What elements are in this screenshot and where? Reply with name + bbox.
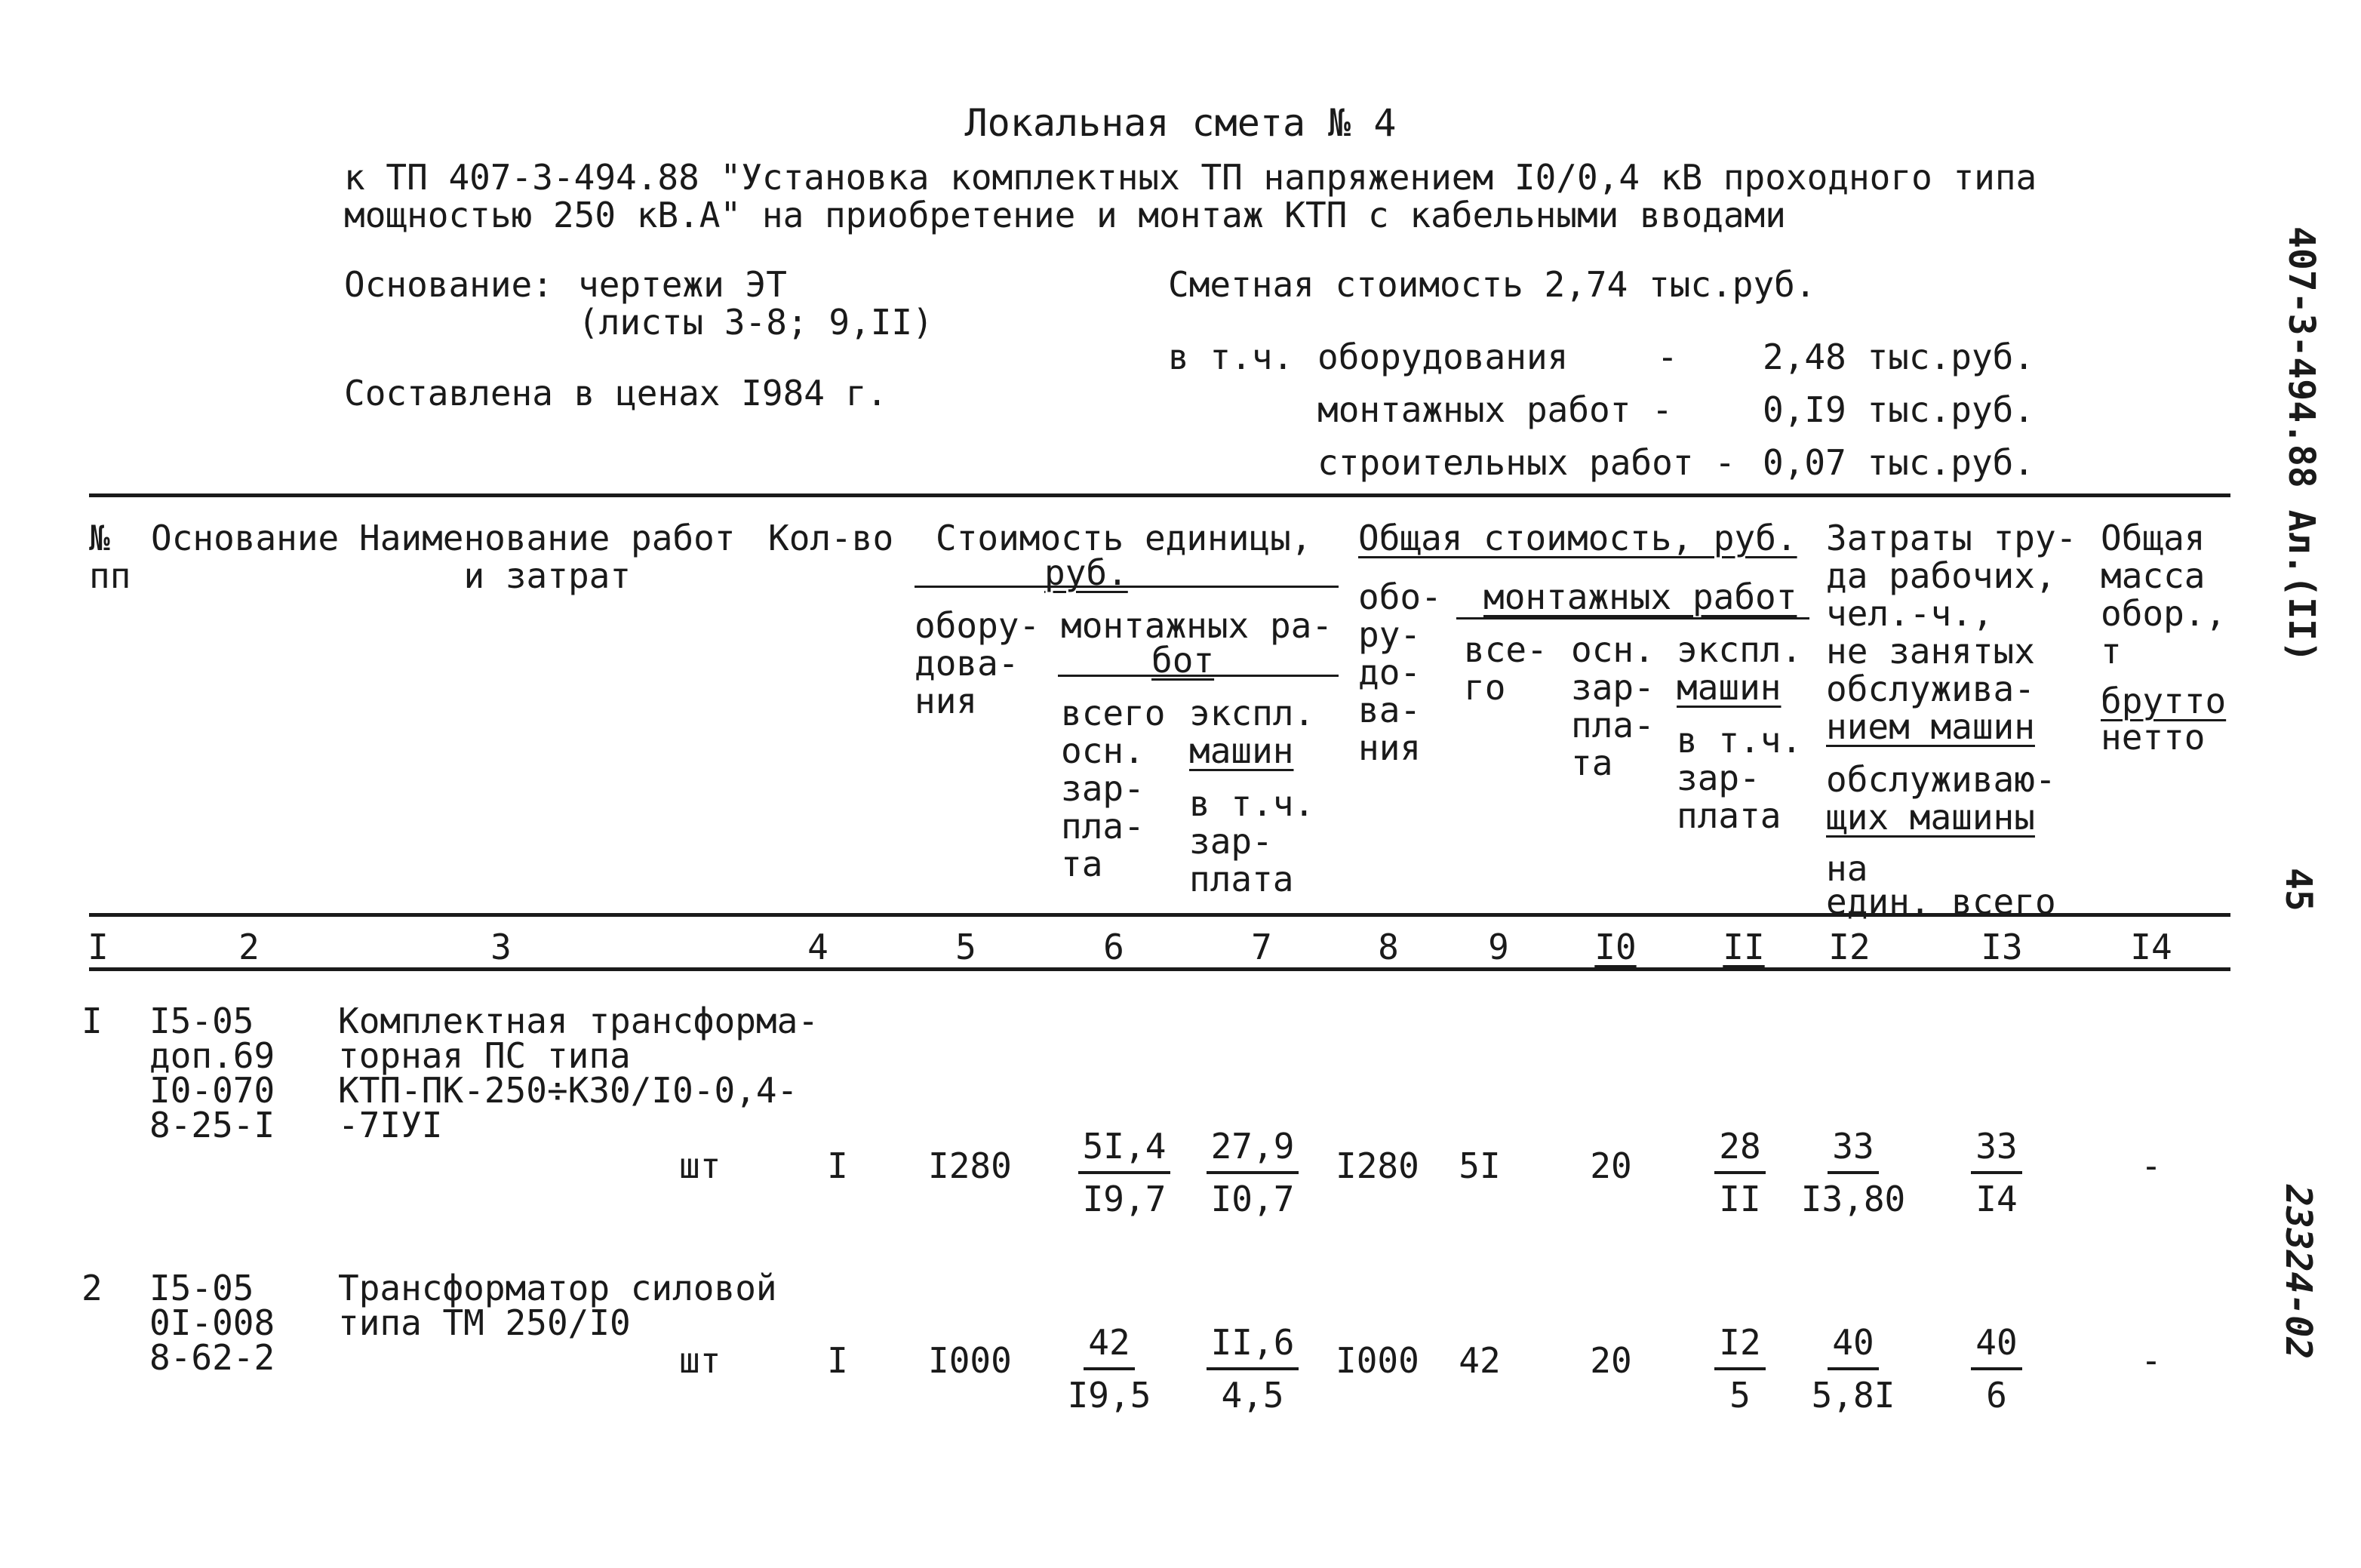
- row1-col13-bottom: I4: [1975, 1179, 2018, 1219]
- header-mass-brutto: брутто: [2101, 681, 2227, 721]
- col-number-7: 7: [1251, 927, 1272, 967]
- row1-col7-fraction: [1200, 1126, 1305, 1219]
- header-equip: обору- дова- ния: [915, 605, 1041, 721]
- header-name: Наименование работ и затрат: [359, 518, 736, 596]
- row1-col7-bottom: I0,7: [1210, 1179, 1295, 1219]
- header-unit-cost: Стоимость единицы,: [936, 518, 1312, 558]
- header-unit-cost-rub: руб.: [1044, 552, 1128, 593]
- header-labor-3: обслуживаю-: [1826, 759, 2056, 800]
- row2-col12-top: 40: [1828, 1325, 1878, 1370]
- row2-col9: 42: [1459, 1340, 1501, 1381]
- header-labor-2: нием машин: [1826, 706, 2035, 747]
- row1-col6-top: 5I,4: [1078, 1129, 1171, 1174]
- row2-col12-bottom: 5,8I: [1811, 1375, 1895, 1416]
- cost-equipment-value: 2,48 тыс.руб.: [1763, 337, 2035, 377]
- row2-col11-top: I2: [1714, 1325, 1765, 1370]
- col-number-8: 8: [1378, 927, 1399, 967]
- row1-col13-fraction: [1966, 1126, 2027, 1219]
- row1-col12-top: 33: [1828, 1129, 1878, 1174]
- row2-col7-top: II,6: [1207, 1325, 1299, 1370]
- prices-note: Составлена в ценах I984 г.: [344, 373, 888, 414]
- header-mount-bot: бот: [1151, 640, 1215, 681]
- table-top-rule: [89, 493, 2230, 497]
- row2-col13-top: 40: [1971, 1325, 2021, 1370]
- header-no: № пп: [89, 518, 131, 596]
- row2-col11-fraction: [1710, 1322, 1770, 1416]
- cost-equipment-dash: -: [1657, 337, 1678, 377]
- header-mount-works: монтажных работ: [1483, 576, 1797, 617]
- header-labor: Затраты тру- да рабочих, чел.-ч., не занятых обслужива-: [1826, 518, 2077, 709]
- row1-col9: 5I: [1459, 1145, 1501, 1186]
- row2-col10: 20: [1590, 1340, 1632, 1381]
- header-osn: осн. зар- пла- та: [1571, 629, 1655, 783]
- row2-col13-bottom: 6: [1986, 1375, 2007, 1416]
- row2-qty: I: [827, 1340, 848, 1381]
- row1-col10: 20: [1590, 1145, 1632, 1186]
- header-vse: все- го: [1464, 629, 1548, 708]
- row1-basis: I5-05 доп.69 I0-070 8-25-I: [149, 1001, 275, 1145]
- row2-col8: I000: [1336, 1340, 1419, 1381]
- row2-col6-top: 42: [1084, 1325, 1134, 1370]
- col-number-11: II: [1723, 927, 1765, 967]
- row1-qty: I: [827, 1145, 848, 1186]
- header-exp-mach-2: машин: [1189, 730, 1294, 771]
- col-number-12: I2: [1828, 927, 1871, 967]
- row2-no: 2: [81, 1268, 103, 1308]
- cost-build-value: 0,07 тыс.руб.: [1763, 442, 2035, 483]
- cost-install-value: 0,I9 тыс.руб.: [1763, 389, 2035, 430]
- row2-col13-fraction: [1966, 1322, 2027, 1416]
- subtitle-line-2: мощностью 250 кВ.А" на приобретение и монтаж КТП с кабельными вводами: [344, 195, 1786, 235]
- header-incl-2: в т.ч. зар- плата: [1677, 720, 1803, 836]
- basis-label: Основание:: [344, 264, 553, 305]
- row2-basis: I5-05 0I-008 8-62-2: [149, 1268, 275, 1378]
- row1-col6-bottom: I9,7: [1082, 1179, 1167, 1219]
- doc-number: 23324-02: [2277, 1185, 2319, 1360]
- cost-build-label: строительных работ -: [1317, 442, 1735, 483]
- row2-equip: I000: [928, 1340, 1012, 1381]
- header-incl-wage: в т.ч. зар- плата: [1189, 783, 1315, 899]
- col-number-13: I3: [1981, 927, 2023, 967]
- header-mass-netto: нетто: [2101, 717, 2206, 758]
- page-number: 45: [2277, 868, 2319, 912]
- header-labor-4: щих машины: [1826, 797, 2035, 838]
- header-qty: Кол-во: [768, 518, 894, 558]
- subtitle-line-1: к ТП 407-3-494.88 "Установка комплектных ТП напряжением I0/0,4 кВ проходного типа: [344, 157, 2037, 198]
- row2-name: Трансформатор силовой типа ТМ 250/I0: [338, 1268, 777, 1343]
- row2-col6-fraction: [1056, 1322, 1162, 1416]
- header-basis: Основание: [151, 518, 340, 558]
- row1-col6-fraction: [1071, 1126, 1177, 1219]
- col-number-5: 5: [955, 927, 976, 967]
- header-mount: монтажных ра-: [1061, 605, 1333, 646]
- col-number-1: I: [88, 927, 109, 967]
- header-labor-6: един. всего: [1826, 881, 2056, 922]
- row2-col6-bottom: I9,5: [1067, 1375, 1151, 1416]
- row2-col11-bottom: 5: [1729, 1375, 1751, 1416]
- row1-no: I: [81, 1001, 103, 1041]
- row1-col12-bottom: I3,80: [1800, 1179, 1906, 1219]
- header-total-osn: всего осн. зар- пла- та: [1061, 693, 1166, 884]
- row1-col14: -: [2141, 1145, 2162, 1186]
- col-number-9: 9: [1488, 927, 1509, 967]
- cost-total: Сметная стоимость 2,74 тыс.руб.: [1168, 264, 1816, 305]
- col-number-3: 3: [490, 927, 512, 967]
- header-exp-2b: машин: [1677, 667, 1782, 708]
- document-title: Локальная смета № 4: [964, 101, 1397, 145]
- header-exp-2: экспл.: [1677, 629, 1803, 670]
- header-overall-equip: обо- ру- до- ва- ния: [1358, 576, 1442, 768]
- row1-col11-bottom: II: [1719, 1179, 1761, 1219]
- cost-equipment-label: оборудования: [1317, 337, 1569, 377]
- cost-install-label: монтажных работ -: [1317, 389, 1673, 430]
- col-number-4: 4: [807, 927, 829, 967]
- side-code: 407-3-494.88 Ал.(II): [2280, 226, 2323, 663]
- row2-col14: -: [2141, 1340, 2162, 1381]
- row1-equip: I280: [928, 1145, 1012, 1186]
- row2-col7-bottom: 4,5: [1221, 1375, 1284, 1416]
- basis-value-1: чертежи ЭТ: [578, 264, 787, 305]
- row1-col7-top: 27,9: [1207, 1129, 1299, 1174]
- col-number-2: 2: [238, 927, 260, 967]
- header-exp-mach: экспл.: [1189, 693, 1315, 733]
- rule-overall-mount: [1456, 617, 1809, 620]
- row1-col8: I280: [1336, 1145, 1419, 1186]
- row1-col11-fraction: [1710, 1126, 1770, 1219]
- basis-value-2: (листы 3-8; 9,II): [578, 302, 933, 343]
- row2-col12-fraction: [1800, 1322, 1906, 1416]
- row1-name: Комплектная трансформа- торная ПС типа КТП-ПК-250÷К30/I0-0,4- -7IУI: [338, 1001, 819, 1145]
- cost-incl-label: в т.ч.: [1168, 337, 1294, 377]
- header-mass: Общая масса обор., т: [2101, 518, 2227, 672]
- row1-unit: шт: [679, 1145, 721, 1186]
- header-overall: Общая стоимость, руб.: [1358, 518, 1797, 558]
- col-number-6: 6: [1103, 927, 1124, 967]
- colnum-bottom-rule: [89, 967, 2230, 971]
- row2-col7-fraction: [1200, 1322, 1305, 1416]
- row2-unit: шт: [679, 1340, 721, 1381]
- row1-col12-fraction: [1800, 1126, 1906, 1219]
- row1-col11-top: 28: [1714, 1129, 1765, 1174]
- row1-col13-top: 33: [1971, 1129, 2021, 1174]
- col-number-14: I4: [2130, 927, 2172, 967]
- col-number-10: I0: [1594, 927, 1637, 967]
- header-labor-5: на: [1826, 848, 1868, 889]
